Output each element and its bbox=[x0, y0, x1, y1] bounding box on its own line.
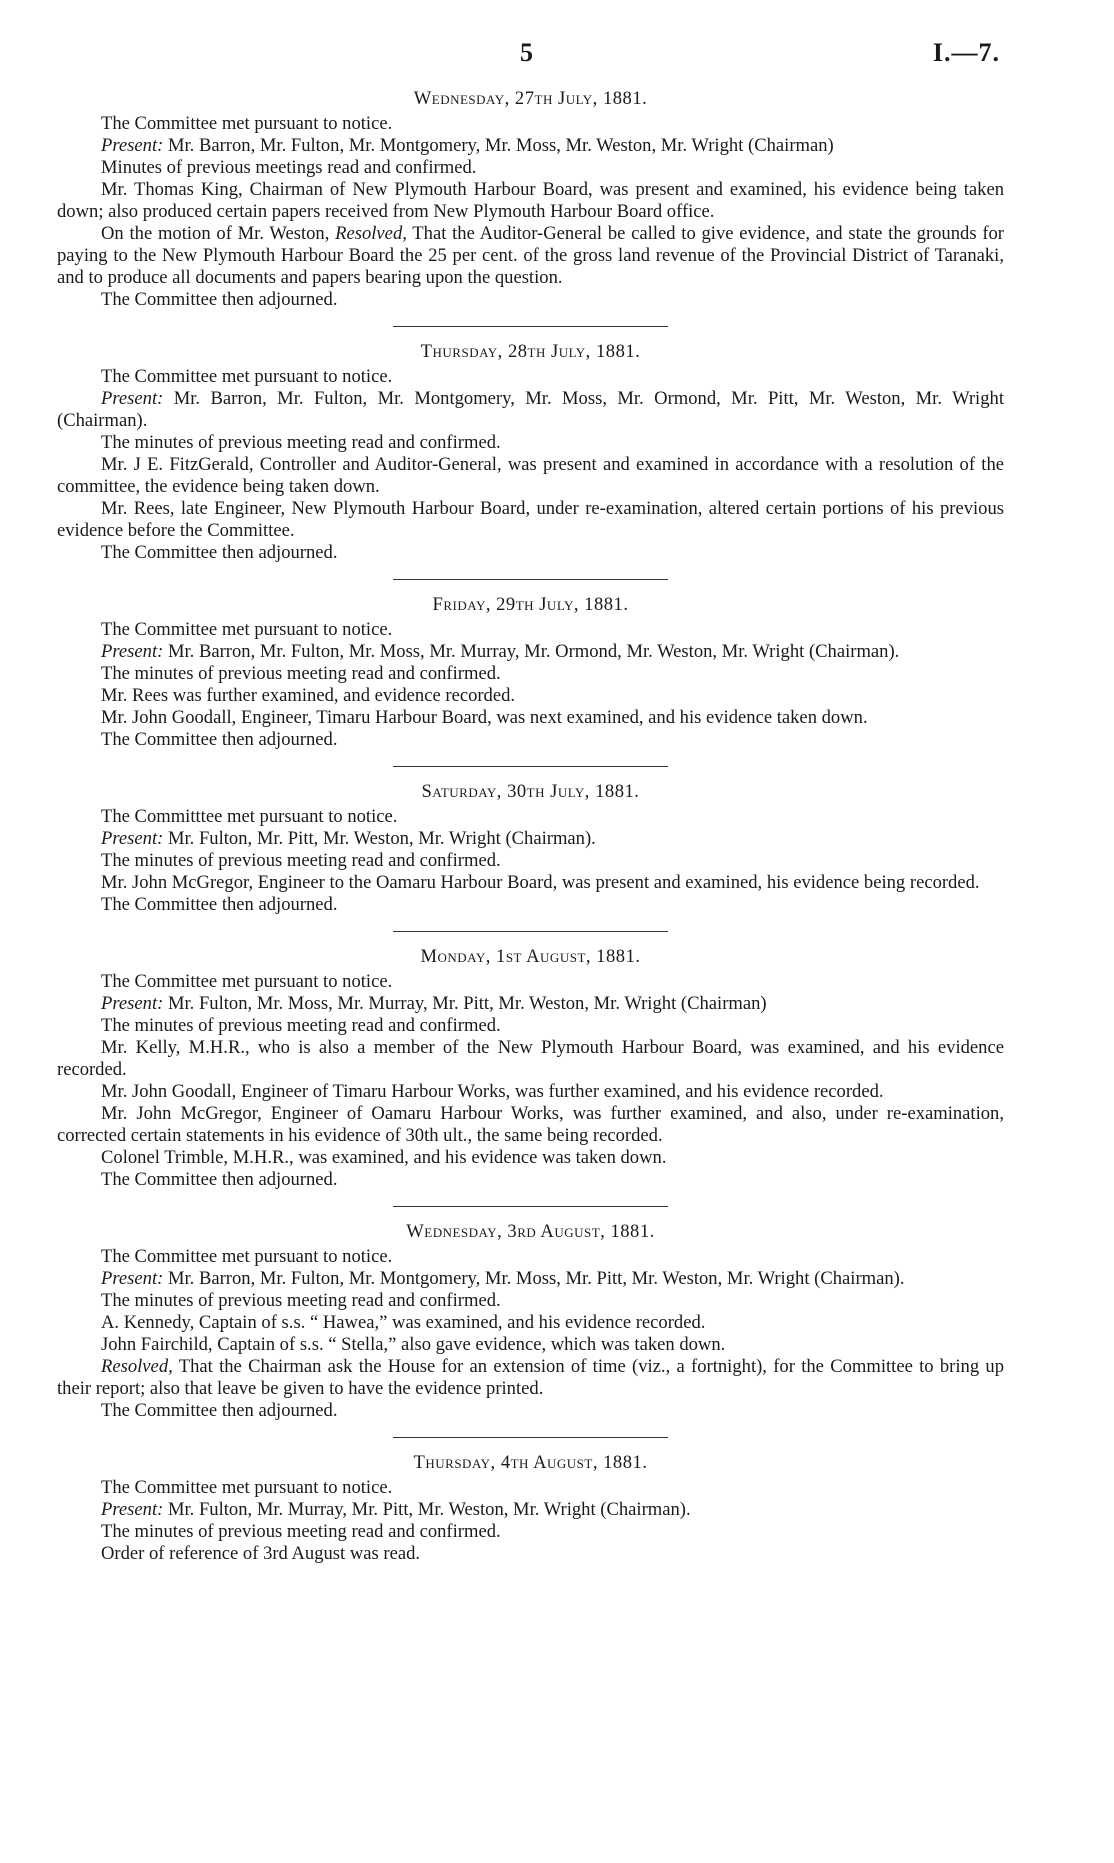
paragraph-text: Mr. Barron, Mr. Fulton, Mr. Montgomery, Mr. Moss, Mr. Pitt, Mr. Weston, Mr. Wright (Chairman). bbox=[163, 1268, 905, 1289]
paragraph-text: The Committee met pursuant to notice. bbox=[101, 619, 393, 640]
meeting-date-heading: Wednesday, 27th July, 1881. bbox=[413, 88, 648, 109]
italic-lead: Present: bbox=[101, 388, 164, 409]
minute-paragraph bbox=[57, 179, 1004, 223]
meeting-section bbox=[57, 1452, 1004, 1565]
italic-lead: Present: bbox=[101, 1268, 164, 1289]
section-divider bbox=[393, 579, 668, 580]
minute-paragraph bbox=[57, 1543, 1004, 1565]
paragraph-text: Mr. John Goodall, Engineer of Timaru Harbour Works, was further examined, and his evidence recorded. bbox=[101, 1081, 884, 1102]
paragraph-text: Mr. Barron, Mr. Fulton, Mr. Montgomery, Mr. Moss, Mr. Ormond, Mr. Pitt, Mr. Weston, Mr. Wright (Chairman). bbox=[57, 388, 1004, 431]
minutes-body bbox=[57, 88, 1004, 1565]
minute-paragraph bbox=[57, 872, 1004, 894]
minute-paragraph bbox=[57, 432, 1004, 454]
paragraph-text: The minutes of previous meeting read and confirmed. bbox=[101, 1290, 501, 1311]
paragraph-text: The Committee then adjourned. bbox=[101, 894, 338, 915]
paragraph-text: The minutes of previous meeting read and confirmed. bbox=[101, 1521, 501, 1542]
minute-paragraph bbox=[57, 289, 1004, 311]
minute-paragraph bbox=[57, 366, 1004, 388]
italic-lead: Present: bbox=[101, 135, 164, 156]
minute-paragraph bbox=[57, 1356, 1004, 1400]
page-number: 5 bbox=[520, 38, 533, 67]
meeting-date-heading: Friday, 29th July, 1881. bbox=[432, 594, 629, 615]
minute-paragraph bbox=[57, 1037, 1004, 1081]
minute-paragraph bbox=[57, 135, 1004, 157]
paragraph-text: The Committee then adjourned. bbox=[101, 289, 338, 310]
section-divider bbox=[393, 931, 668, 932]
section-divider bbox=[393, 1437, 668, 1438]
paragraph-text: Mr. Thomas King, Chairman of New Plymouth Harbour Board, was present and examined, his evidence being taken down; also produced certain papers received from New Plymouth Harbour Board office. bbox=[57, 179, 1004, 222]
minute-paragraph bbox=[57, 388, 1004, 432]
italic-lead: Present: bbox=[101, 641, 164, 662]
meeting-section bbox=[57, 594, 1004, 751]
meeting-section bbox=[57, 341, 1004, 564]
paragraph-text: The Committee then adjourned. bbox=[101, 1400, 338, 1421]
minute-paragraph bbox=[57, 1477, 1004, 1499]
page-header bbox=[0, 38, 1114, 70]
minute-paragraph bbox=[57, 1268, 1004, 1290]
minute-paragraph bbox=[57, 223, 1004, 289]
paragraph-text: The Committtee met pursuant to notice. bbox=[101, 806, 398, 827]
section-divider bbox=[393, 1206, 668, 1207]
meeting-section bbox=[57, 781, 1004, 916]
minute-paragraph bbox=[57, 729, 1004, 751]
paragraph-text: Mr. Kelly, M.H.R., who is also a member of the New Plymouth Harbour Board, was examined, and his evidence recorded. bbox=[57, 1037, 1004, 1080]
section-divider bbox=[393, 326, 668, 327]
meeting-section bbox=[57, 1221, 1004, 1422]
italic-emphasis: Resolved, bbox=[335, 223, 407, 244]
minute-paragraph bbox=[57, 1015, 1004, 1037]
minute-paragraph bbox=[57, 454, 1004, 498]
paragraph-text: That the Chairman ask the House for an extension of time (viz., a fortnight), for the Committee to bring up their report; also that leave be given to have the evidence printed. bbox=[57, 1356, 1004, 1399]
minute-paragraph bbox=[57, 1169, 1004, 1191]
minute-paragraph bbox=[57, 619, 1004, 641]
paragraph-text: The minutes of previous meeting read and confirmed. bbox=[101, 1015, 501, 1036]
paragraph-text: Mr. Barron, Mr. Fulton, Mr. Moss, Mr. Murray, Mr. Ormond, Mr. Weston, Mr. Wright (Chairman). bbox=[163, 641, 900, 662]
paragraph-text: Mr. John McGregor, Engineer to the Oamaru Harbour Board, was present and examined, his evidence being recorded. bbox=[101, 872, 980, 893]
meeting-date-heading: Thursday, 28th July, 1881. bbox=[420, 341, 641, 362]
minute-paragraph bbox=[57, 1290, 1004, 1312]
minute-paragraph bbox=[57, 993, 1004, 1015]
italic-lead: Present: bbox=[101, 1499, 164, 1520]
paragraph-text: A. Kennedy, Captain of s.s. “ Hawea,” was examined, and his evidence recorded. bbox=[101, 1312, 706, 1333]
minute-paragraph bbox=[57, 498, 1004, 542]
minute-paragraph bbox=[57, 1103, 1004, 1147]
minute-paragraph bbox=[57, 1521, 1004, 1543]
paragraph-text-tail: That the Auditor-General be called to give evidence, and state the grounds for paying to the New Plymouth Harbour Board the 25 per cent. of the gross land revenue of the Provincial District of Taranaki, and to produce all documents and papers bearing upon the question. bbox=[57, 223, 1004, 288]
meeting-date-heading: Wednesday, 3rd August, 1881. bbox=[406, 1221, 655, 1242]
paragraph-text: Mr. John Goodall, Engineer, Timaru Harbour Board, was next examined, and his evidence taken down. bbox=[101, 707, 868, 728]
paragraph-text: John Fairchild, Captain of s.s. “ Stella,” also gave evidence, which was taken down. bbox=[101, 1334, 726, 1355]
minute-paragraph bbox=[57, 685, 1004, 707]
minute-paragraph bbox=[57, 1499, 1004, 1521]
paragraph-text: The minutes of previous meeting read and confirmed. bbox=[101, 850, 501, 871]
minute-paragraph bbox=[57, 157, 1004, 179]
section-divider bbox=[393, 766, 668, 767]
minute-paragraph bbox=[57, 707, 1004, 729]
paragraph-text: The Committee met pursuant to notice. bbox=[101, 971, 393, 992]
minute-paragraph bbox=[57, 542, 1004, 564]
minute-paragraph bbox=[57, 663, 1004, 685]
minute-paragraph bbox=[57, 828, 1004, 850]
paragraph-text: Mr. Fulton, Mr. Murray, Mr. Pitt, Mr. Weston, Mr. Wright (Chairman). bbox=[163, 1499, 691, 1520]
paragraph-text: Mr. Fulton, Mr. Pitt, Mr. Weston, Mr. Wright (Chairman). bbox=[163, 828, 596, 849]
meeting-date-heading: Monday, 1st August, 1881. bbox=[420, 946, 641, 967]
minute-paragraph bbox=[57, 1312, 1004, 1334]
italic-lead: Resolved, bbox=[101, 1356, 173, 1377]
paragraph-text: Mr. Barron, Mr. Fulton, Mr. Montgomery, Mr. Moss, Mr. Weston, Mr. Wright (Chairman) bbox=[163, 135, 834, 156]
paragraph-text: Mr. Rees was further examined, and evidence recorded. bbox=[101, 685, 516, 706]
minute-paragraph bbox=[57, 850, 1004, 872]
paragraph-text: Colonel Trimble, M.H.R., was examined, and his evidence was taken down. bbox=[101, 1147, 667, 1168]
minute-paragraph bbox=[57, 894, 1004, 916]
minute-paragraph bbox=[57, 1246, 1004, 1268]
paragraph-text: The Committee then adjourned. bbox=[101, 1169, 338, 1190]
minute-paragraph bbox=[57, 1334, 1004, 1356]
paragraph-text: Minutes of previous meetings read and confirmed. bbox=[101, 157, 477, 178]
minute-paragraph bbox=[57, 806, 1004, 828]
minute-paragraph bbox=[57, 113, 1004, 135]
minute-paragraph bbox=[57, 1147, 1004, 1169]
minute-paragraph bbox=[57, 971, 1004, 993]
paragraph-text: Mr. J E. FitzGerald, Controller and Auditor-General, was present and examined in accordance with a resolution of the committee, the evidence being taken down. bbox=[57, 454, 1004, 497]
italic-lead: Present: bbox=[101, 828, 164, 849]
paragraph-text: The Committee met pursuant to notice. bbox=[101, 366, 393, 387]
meeting-section bbox=[57, 946, 1004, 1191]
paragraph-text: The Committee met pursuant to notice. bbox=[101, 1477, 393, 1498]
paragraph-text: The Committee then adjourned. bbox=[101, 542, 338, 563]
minute-paragraph bbox=[57, 1400, 1004, 1422]
paragraph-text: Mr. John McGregor, Engineer of Oamaru Harbour Works, was further examined, and also, under re-examination, corrected certain statements in his evidence of 30th ult., the same being recorded. bbox=[57, 1103, 1004, 1146]
meeting-date-heading: Saturday, 30th July, 1881. bbox=[421, 781, 640, 802]
italic-lead: Present: bbox=[101, 993, 164, 1014]
paragraph-text: On the motion of Mr. Weston, bbox=[101, 223, 336, 244]
paragraph-text: Mr. Fulton, Mr. Moss, Mr. Murray, Mr. Pitt, Mr. Weston, Mr. Wright (Chairman) bbox=[163, 993, 767, 1014]
paragraph-text: The minutes of previous meeting read and confirmed. bbox=[101, 663, 501, 684]
paragraph-text: The minutes of previous meeting read and confirmed. bbox=[101, 432, 501, 453]
meeting-section bbox=[57, 88, 1004, 311]
paragraph-text: The Committee met pursuant to notice. bbox=[101, 1246, 393, 1267]
paragraph-text: Mr. Rees, late Engineer, New Plymouth Harbour Board, under re-examination, altered certain portions of his previous evidence before the Committee. bbox=[57, 498, 1004, 541]
minute-paragraph bbox=[57, 641, 1004, 663]
paragraph-text: The Committee then adjourned. bbox=[101, 729, 338, 750]
document-reference: I.—7. bbox=[932, 38, 1000, 67]
meeting-date-heading: Thursday, 4th August, 1881. bbox=[413, 1452, 648, 1473]
paragraph-text: Order of reference of 3rd August was read. bbox=[101, 1543, 421, 1564]
minute-paragraph bbox=[57, 1081, 1004, 1103]
paragraph-text: The Committee met pursuant to notice. bbox=[101, 113, 393, 134]
